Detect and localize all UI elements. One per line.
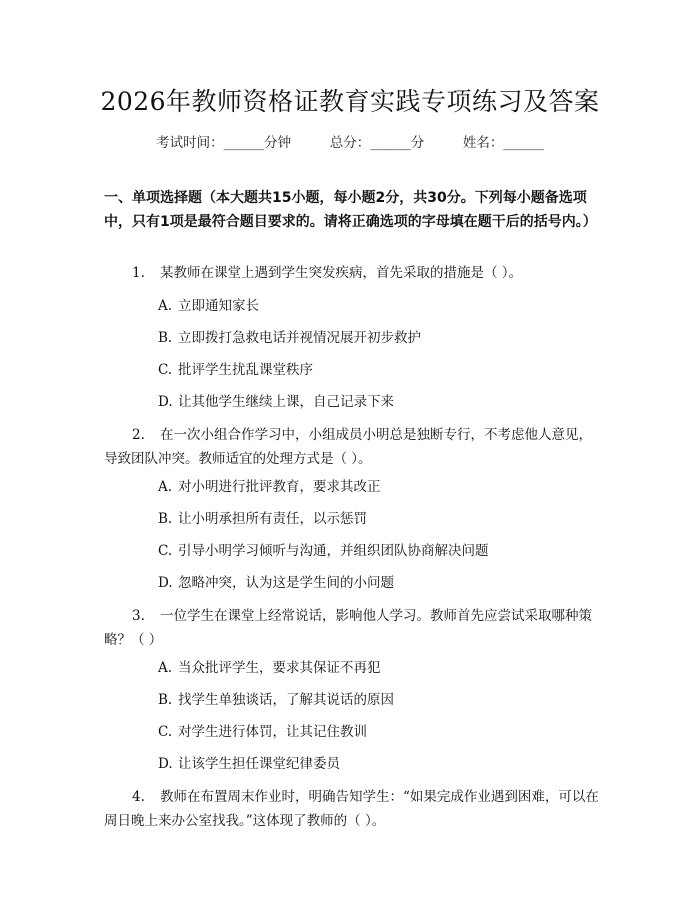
- option-letter: B.: [158, 692, 173, 708]
- question-3-option-d: [158, 754, 598, 774]
- time-label: 考试时间：: [156, 135, 224, 151]
- option-text: 立即通知家长: [178, 298, 259, 314]
- time-blank: ______: [223, 135, 265, 151]
- name-label: 姓名：: [462, 135, 504, 151]
- option-text: 忽略冲突，认为这是学生间的小问题: [178, 575, 394, 591]
- question-stem: 教师在布置周末作业时，明确告知学生：“如果完成作业遇到困难，可以在周日晚上来办公室找我。”这体现了教师的（ ）。: [104, 789, 599, 829]
- question-1-option-d: [158, 392, 598, 412]
- question-2-option-b: [158, 509, 598, 529]
- score-blank: ______: [370, 135, 411, 151]
- option-text: 当众批评学生，要求其保证不再犯: [178, 660, 381, 676]
- question-number: 2.: [132, 427, 145, 443]
- score-label: 总分：: [329, 135, 371, 151]
- option-text: 对学生进行体罚，让其记住教训: [178, 724, 367, 740]
- question-3-option-c: [158, 722, 598, 742]
- question-1-option-c: [158, 360, 598, 380]
- option-letter: C.: [158, 543, 173, 559]
- option-text: 让该学生担任课堂纪律委员: [178, 756, 340, 772]
- option-letter: D.: [158, 394, 173, 410]
- question-2-option-c: [158, 541, 598, 561]
- time-unit: 分钟: [264, 135, 292, 151]
- option-letter: C.: [158, 362, 173, 378]
- question-3-option-a: [158, 658, 598, 678]
- option-letter: B.: [158, 511, 173, 527]
- question-stem: 一位学生在课堂上经常说话，影响他人学习。教师首先应尝试采取哪种策略？（ ）: [104, 608, 592, 648]
- question-2: [104, 423, 604, 471]
- option-letter: C.: [158, 724, 173, 740]
- question-3-option-b: [158, 690, 598, 710]
- page-title: 2026年教师资格证教育实践专项练习及答案: [100, 87, 600, 116]
- question-number: 3.: [132, 608, 145, 624]
- question-2-option-d: [158, 573, 598, 593]
- score-unit: 分: [410, 135, 425, 151]
- question-stem: 在一次小组合作学习中，小组成员小明总是独断专行，不考虑他人意见，导致团队冲突。教师适宜的处理方式是（ ）。: [104, 427, 592, 467]
- question-3: [104, 604, 604, 652]
- option-letter: B.: [158, 330, 173, 346]
- option-text: 找学生单独谈话，了解其说话的原因: [178, 692, 394, 708]
- option-text: 立即拨打急救电话并视情况展开初步救护: [178, 330, 421, 346]
- option-text: 引导小明学习倾听与沟通，并组织团队协商解决问题: [178, 543, 489, 559]
- question-1-option-a: [158, 296, 598, 316]
- question-number: 4.: [132, 789, 145, 805]
- question-1-option-b: [158, 328, 598, 348]
- question-1: [104, 261, 604, 285]
- option-text: 对小明进行批评教育，要求其改正: [178, 479, 381, 495]
- question-2-option-a: [158, 477, 598, 497]
- option-letter: A.: [158, 660, 173, 676]
- option-letter: A.: [158, 479, 173, 495]
- exam-meta: [0, 131, 700, 151]
- question-4: [104, 785, 604, 833]
- option-text: 让小明承担所有责任，以示惩罚: [178, 511, 367, 527]
- section-heading: 一、单项选择题（本大题共15小题，每小题2分，共30分。下列每小题备选项中，只有1项是最符合题目要求的。请将正确选项的字母填在题干后的括号内。）: [104, 190, 597, 230]
- question-number: 1.: [132, 265, 145, 281]
- option-letter: A.: [158, 298, 173, 314]
- name-blank: ______: [503, 135, 544, 151]
- option-text: 让其他学生继续上课，自己记录下来: [178, 394, 394, 410]
- option-letter: D.: [158, 756, 173, 772]
- question-stem: 某教师在课堂上遇到学生突发疾病，首先采取的措施是（ ）。: [160, 265, 523, 281]
- option-text: 批评学生扰乱课堂秩序: [178, 362, 313, 378]
- option-letter: D.: [158, 575, 173, 591]
